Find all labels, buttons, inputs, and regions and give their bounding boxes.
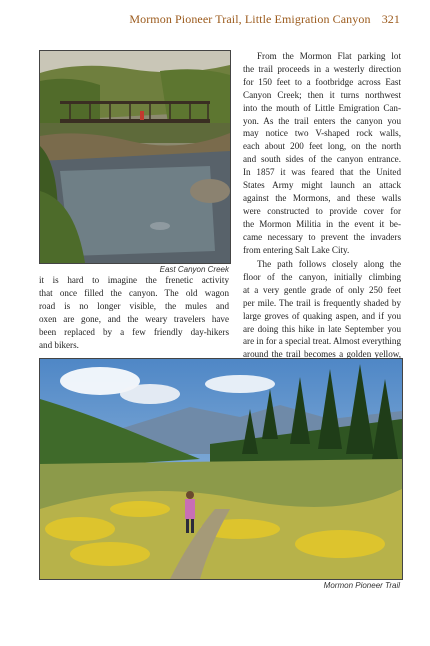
text-line: are in for a special treat. Almost everything [243, 336, 401, 347]
text-line: yon. As the trail enters the canyon you [243, 115, 401, 126]
creek-footbridge-illustration [40, 51, 230, 263]
text-line: it is hard to imagine the frenetic activity [39, 275, 229, 285]
text-line: the Mormon Militia in the event it be- [243, 218, 401, 229]
text-line: were constructed to provide cover for [243, 205, 401, 216]
text-line: From the Mormon Flat parking lot [257, 51, 401, 61]
text-line: from entering Salt Lake City. [243, 244, 350, 255]
text-line: the trail proceeds in a westerly direction [243, 63, 401, 74]
running-title: Mormon Pioneer Trail, Little Emigration Canyon [129, 12, 371, 26]
text-line: are doing this hike in late September you [243, 323, 401, 334]
text-line: into the mouth of Little Emigration Can- [243, 102, 401, 113]
text-line: Canyon Creek; then it turns northwest [243, 89, 401, 100]
meadow-hiker-illustration [40, 359, 402, 579]
text-line: road is no longer visible, the mules and [39, 300, 229, 311]
text-line: and south sides of the canyon entrance. [243, 154, 401, 165]
text-line: States Army might launch an attack [243, 180, 401, 191]
photo-caption-top: East Canyon Creek [159, 265, 229, 274]
text-line: may notice two V-shaped rock walls, [243, 128, 401, 139]
text-line: around the trail becomes a golden yellow, [243, 349, 401, 360]
photo-caption-bottom: Mormon Pioneer Trail [323, 581, 400, 590]
text-line: The path follows closely along the [257, 259, 401, 269]
text-line: floor of the canyon, initially climbing [243, 271, 401, 282]
text-line: at a very gentle grade of only 250 feet [243, 284, 401, 295]
text-line: large groves of quaking aspen, and if you [243, 310, 401, 321]
text-line: for 150 feet to a footbridge across East [243, 76, 401, 87]
text-line: against the Mormons, and these walls [243, 192, 401, 203]
text-line: In 1857 it was feared that the United [243, 167, 401, 178]
body-text-right-column [243, 50, 401, 257]
photo-mormon-pioneer-trail [39, 358, 403, 580]
photo-east-canyon-creek [39, 50, 231, 264]
text-line: per mile. The trail is frequently shaded by [243, 297, 401, 308]
page-number: 321 [381, 12, 400, 26]
text-line: came necessary to prevent the invaders [243, 231, 401, 242]
body-text-right-column-continued [243, 258, 401, 374]
running-header [0, 12, 400, 27]
text-line: and bikers. [39, 339, 79, 350]
text-line: oxen are gone, and the weary travelers have [39, 313, 229, 324]
text-line: each about 200 feet long, on the north [243, 141, 401, 152]
text-line: been replaced by a few friendly day-hikers [39, 326, 229, 337]
body-text-left-column [39, 274, 229, 351]
text-line: that once filled the canyon. The old wagon [39, 287, 229, 298]
